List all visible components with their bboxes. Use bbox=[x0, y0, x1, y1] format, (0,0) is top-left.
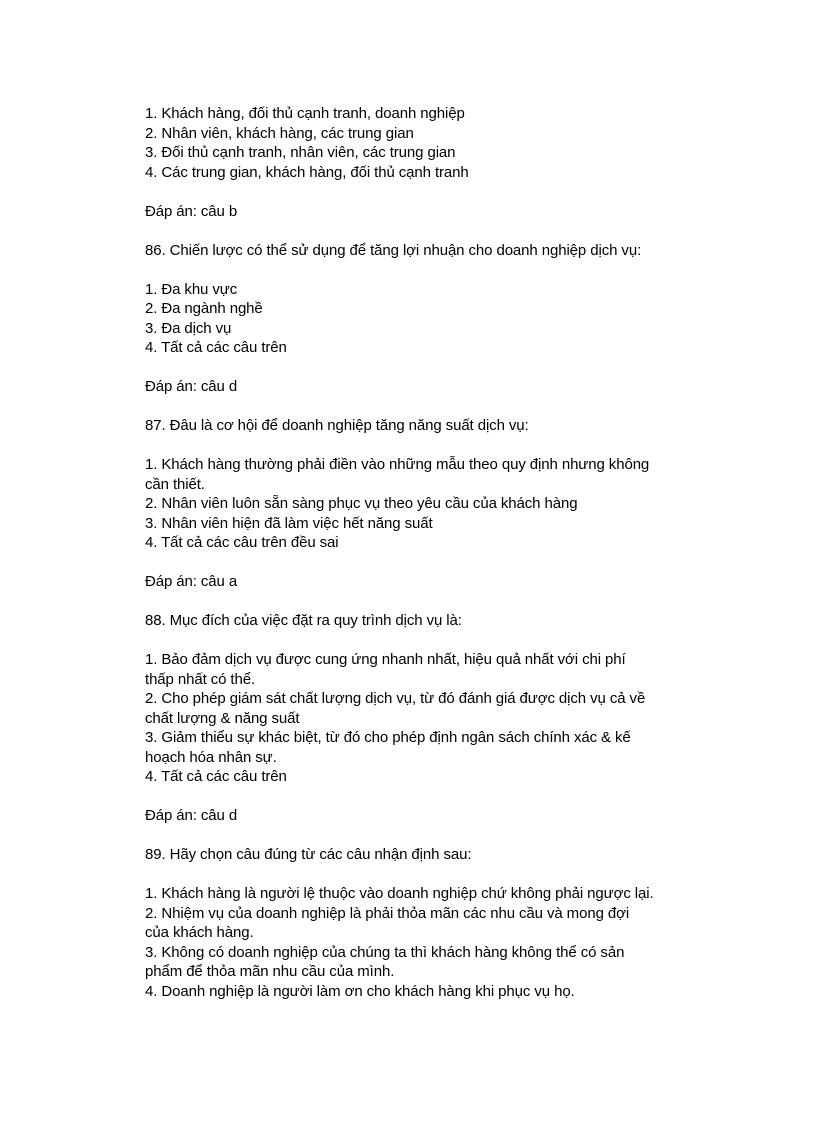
paragraph-spacer bbox=[145, 553, 705, 573]
option-line: 2. Đa ngành nghề bbox=[145, 300, 263, 317]
option-line: 4. Tất cả các câu trên bbox=[145, 768, 287, 785]
option-line: 4. Tất cả các câu trên bbox=[145, 339, 287, 356]
option-line: 3. Nhân viên hiện đã làm việc hết năng suất bbox=[145, 514, 433, 532]
option-line: 3. Đối thủ cạnh tranh, nhân viên, các trung gian bbox=[145, 144, 456, 161]
answer-line: Đáp án: câu d bbox=[145, 378, 238, 395]
option-line: 2. Nhân viên, khách hàng, các trung gian bbox=[145, 124, 414, 142]
option-line: 4. Tất cả các câu trên đều sai bbox=[145, 534, 339, 551]
paragraph-spacer bbox=[145, 592, 705, 612]
option-line: chất lượng & năng suất bbox=[145, 709, 300, 727]
option-line: 1. Khách hàng thường phải điền vào những mẫu theo quy định nhưng không bbox=[145, 456, 650, 473]
option-line: 2. Cho phép giám sát chất lượng dịch vụ, từ đó đánh giá được dịch vụ cả về bbox=[145, 690, 646, 707]
option-line: 2. Nhân viên luôn sẵn sàng phục vụ theo yêu cầu của khách hàng bbox=[145, 495, 578, 512]
paragraph-spacer bbox=[145, 826, 705, 846]
option-line: 4. Doanh nghiệp là người làm ơn cho khách hàng khi phục vụ họ. bbox=[145, 982, 575, 1000]
option-line: 4. Các trung gian, khách hàng, đối thủ cạnh tranh bbox=[145, 163, 469, 181]
answer-line: Đáp án: câu d bbox=[145, 807, 238, 824]
answer-options bbox=[145, 884, 705, 1001]
option-line: cần thiết. bbox=[145, 475, 205, 493]
paragraph-spacer bbox=[145, 260, 705, 280]
paragraph-spacer bbox=[145, 787, 705, 807]
option-line: phẩm để thỏa mãn nhu cầu của mình. bbox=[145, 963, 395, 980]
question-line: 87. Đâu là cơ hội để doanh nghiệp tăng năng suất dịch vụ: bbox=[145, 417, 529, 434]
answer-options bbox=[145, 455, 705, 553]
option-line: 1. Khách hàng, đối thủ cạnh tranh, doanh nghiệp bbox=[145, 105, 465, 122]
paragraph-spacer bbox=[145, 436, 705, 456]
question-text bbox=[145, 845, 705, 865]
answer-line: Đáp án: câu b bbox=[145, 202, 238, 220]
paragraph-spacer bbox=[145, 865, 705, 885]
answer-line: Đáp án: câu a bbox=[145, 573, 238, 590]
option-line: 3. Không có doanh nghiệp của chúng ta thì khách hàng không thể có sản bbox=[145, 943, 625, 961]
document-page bbox=[145, 104, 705, 1001]
answer-options bbox=[145, 104, 705, 182]
answer-key bbox=[145, 377, 705, 397]
option-line: hoạch hóa nhân sự. bbox=[145, 748, 277, 766]
question-line: 89. Hãy chọn câu đúng từ các câu nhận định sau: bbox=[145, 846, 472, 863]
paragraph-spacer bbox=[145, 358, 705, 378]
option-line: 2. Nhiệm vụ của doanh nghiệp là phải thỏa mãn các nhu cầu và mong đợi bbox=[145, 904, 630, 922]
paragraph-spacer bbox=[145, 182, 705, 202]
option-line: 3. Giảm thiểu sự khác biệt, từ đó cho phép định ngân sách chính xác & kế bbox=[145, 729, 631, 746]
answer-key bbox=[145, 806, 705, 826]
option-line: 1. Khách hàng là người lệ thuộc vào doanh nghiệp chứ không phải ngược lại. bbox=[145, 885, 654, 902]
question-line: 86. Chiến lược có thể sử dụng để tăng lợi nhuận cho doanh nghiệp dịch vụ: bbox=[145, 241, 642, 259]
option-line: 1. Bảo đảm dịch vụ được cung ứng nhanh nhất, hiệu quả nhất với chi phí bbox=[145, 651, 626, 668]
question-text bbox=[145, 611, 705, 631]
option-line: 3. Đa dịch vụ bbox=[145, 319, 232, 337]
question-text bbox=[145, 416, 705, 436]
paragraph-spacer bbox=[145, 221, 705, 241]
option-line: 1. Đa khu vực bbox=[145, 280, 238, 298]
answer-key bbox=[145, 572, 705, 592]
question-text bbox=[145, 241, 705, 261]
option-line: của khách hàng. bbox=[145, 924, 254, 941]
paragraph-spacer bbox=[145, 397, 705, 417]
answer-key bbox=[145, 202, 705, 222]
paragraph-spacer bbox=[145, 631, 705, 651]
option-line: thấp nhất có thể. bbox=[145, 670, 256, 688]
answer-options bbox=[145, 280, 705, 358]
answer-options bbox=[145, 650, 705, 787]
question-line: 88. Mục đích của việc đặt ra quy trình dịch vụ là: bbox=[145, 612, 462, 629]
